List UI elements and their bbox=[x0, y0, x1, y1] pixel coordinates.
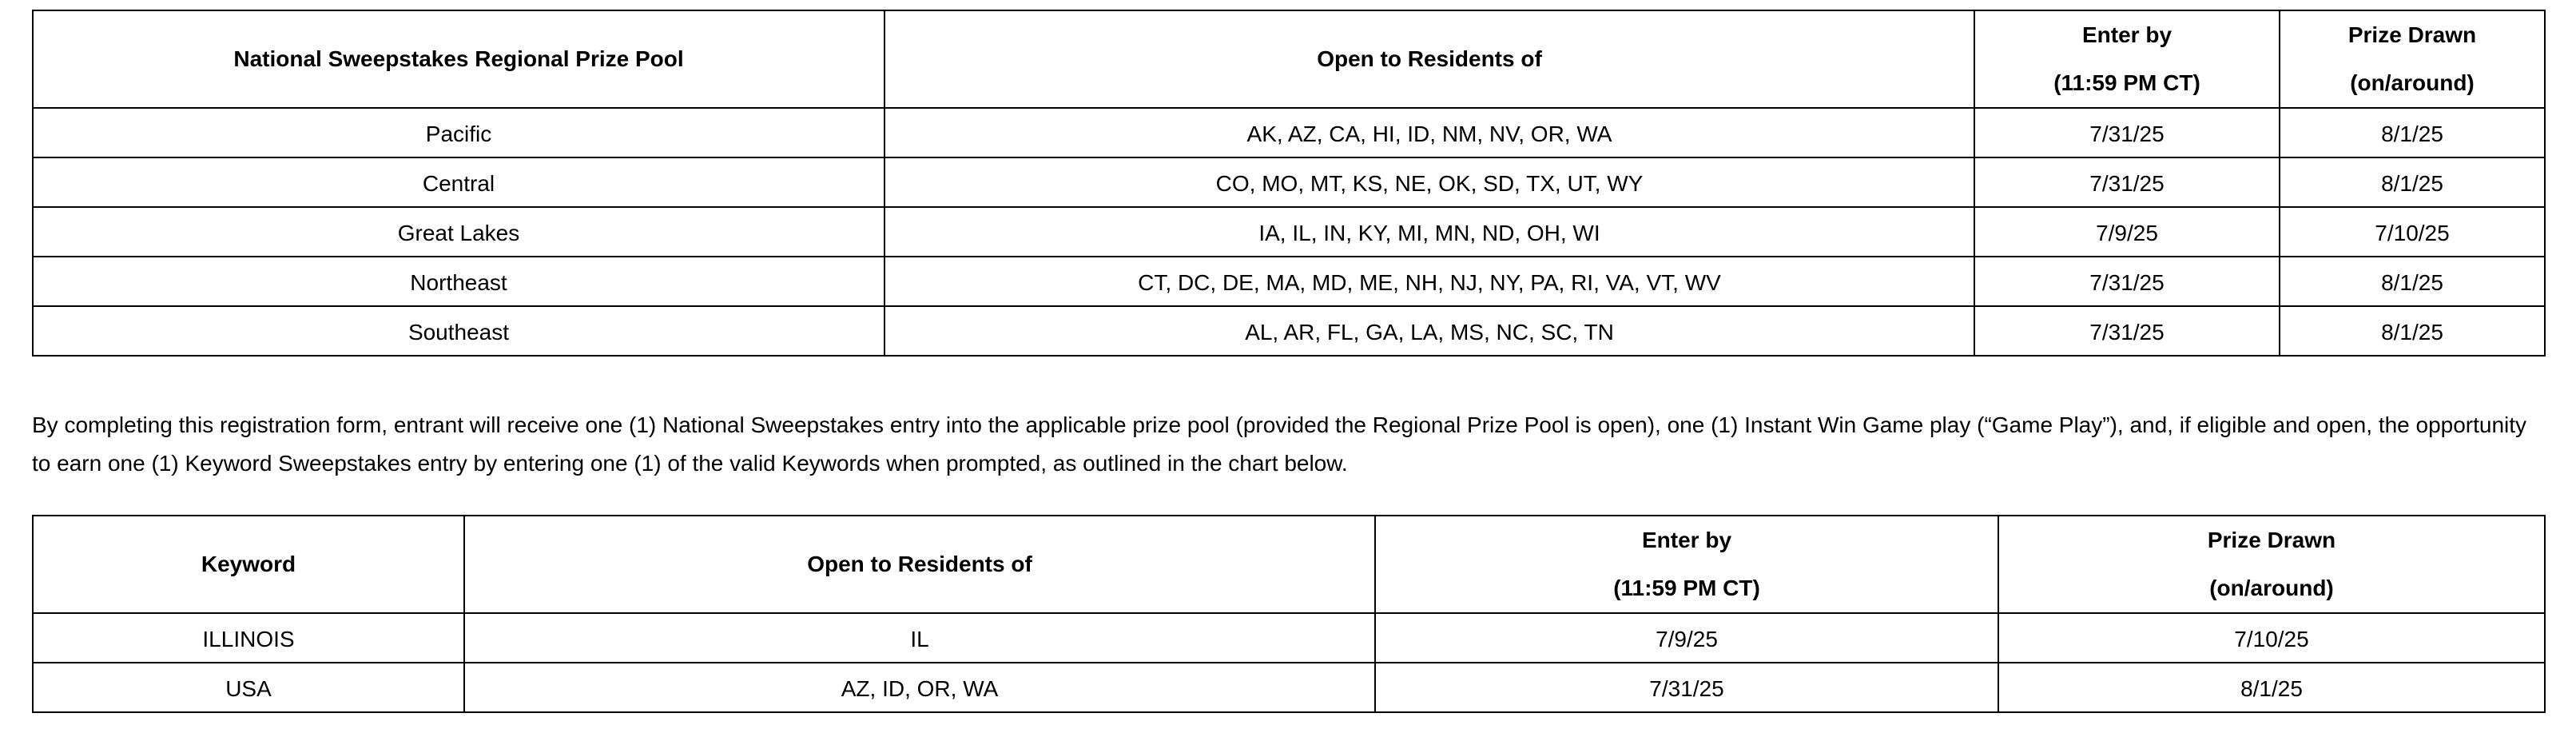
table-cell: 7/31/25 bbox=[1974, 257, 2280, 306]
column-header-prize-pool: National Sweepstakes Regional Prize Pool bbox=[33, 10, 885, 108]
column-header-keyword: Keyword bbox=[33, 516, 464, 613]
table-cell: 7/9/25 bbox=[1974, 207, 2280, 257]
table-cell: 7/31/25 bbox=[1974, 108, 2280, 157]
keyword-sweepstakes-table bbox=[32, 515, 2546, 713]
table-cell: ILLINOIS bbox=[33, 613, 464, 663]
table-row bbox=[33, 157, 2545, 207]
table-cell: CO, MO, MT, KS, NE, OK, SD, TX, UT, WY bbox=[885, 157, 1974, 207]
column-header-prize-drawn: Prize Drawn (on/around) bbox=[2280, 10, 2545, 108]
table-cell: Southeast bbox=[33, 306, 885, 356]
column-header-enter-by: Enter by (11:59 PM CT) bbox=[1375, 516, 1998, 613]
column-header-residents: Open to Residents of bbox=[885, 10, 1974, 108]
table-cell: 7/10/25 bbox=[1998, 613, 2545, 663]
table-cell: 7/31/25 bbox=[1974, 306, 2280, 356]
table-cell: 8/1/25 bbox=[2280, 306, 2545, 356]
table-cell: AL, AR, FL, GA, LA, MS, NC, SC, TN bbox=[885, 306, 1974, 356]
table-cell: 7/10/25 bbox=[2280, 207, 2545, 257]
column-header-enter-by: Enter by (11:59 PM CT) bbox=[1974, 10, 2280, 108]
table-row bbox=[33, 306, 2545, 356]
table-row bbox=[33, 613, 2545, 663]
table-cell: Pacific bbox=[33, 108, 885, 157]
table-row bbox=[33, 207, 2545, 257]
table-cell: Central bbox=[33, 157, 885, 207]
table-row bbox=[33, 663, 2545, 712]
table-cell: 7/31/25 bbox=[1375, 663, 1998, 712]
table-cell: CT, DC, DE, MA, MD, ME, NH, NJ, NY, PA, RI, VA, VT, WV bbox=[885, 257, 1974, 306]
table-cell: IL bbox=[464, 613, 1375, 663]
table-header-row bbox=[33, 10, 2545, 108]
table-cell: AK, AZ, CA, HI, ID, NM, NV, OR, WA bbox=[885, 108, 1974, 157]
column-header-prize-drawn: Prize Drawn (on/around) bbox=[1998, 516, 2545, 613]
regional-prize-pool-table bbox=[32, 10, 2546, 357]
table-cell: 7/9/25 bbox=[1375, 613, 1998, 663]
table-cell: 7/31/25 bbox=[1974, 157, 2280, 207]
table-row bbox=[33, 108, 2545, 157]
table-cell: IA, IL, IN, KY, MI, MN, ND, OH, WI bbox=[885, 207, 1974, 257]
table-cell: Great Lakes bbox=[33, 207, 885, 257]
table-row bbox=[33, 257, 2545, 306]
table-cell: AZ, ID, OR, WA bbox=[464, 663, 1375, 712]
table-cell: Northeast bbox=[33, 257, 885, 306]
table-cell: 8/1/25 bbox=[2280, 108, 2545, 157]
table-header-row bbox=[33, 516, 2545, 613]
table-cell: USA bbox=[33, 663, 464, 712]
table-cell: 8/1/25 bbox=[2280, 257, 2545, 306]
table-cell: 8/1/25 bbox=[2280, 157, 2545, 207]
registration-paragraph: By completing this registration form, entrant will receive one (1) National Sweepstakes entry into the applicable prize pool (provided the Regional Prize Pool is open), one (1) Instant Win Game play (“Game Play”), and, if eligible and open, the opportunity to earn one (1) Keyword Sweepstakes entry by entering one (1) of the valid Keywords when prompted, as outlined in the chart below. bbox=[32, 412, 2527, 476]
table-cell: 8/1/25 bbox=[1998, 663, 2545, 712]
column-header-residents: Open to Residents of bbox=[464, 516, 1375, 613]
